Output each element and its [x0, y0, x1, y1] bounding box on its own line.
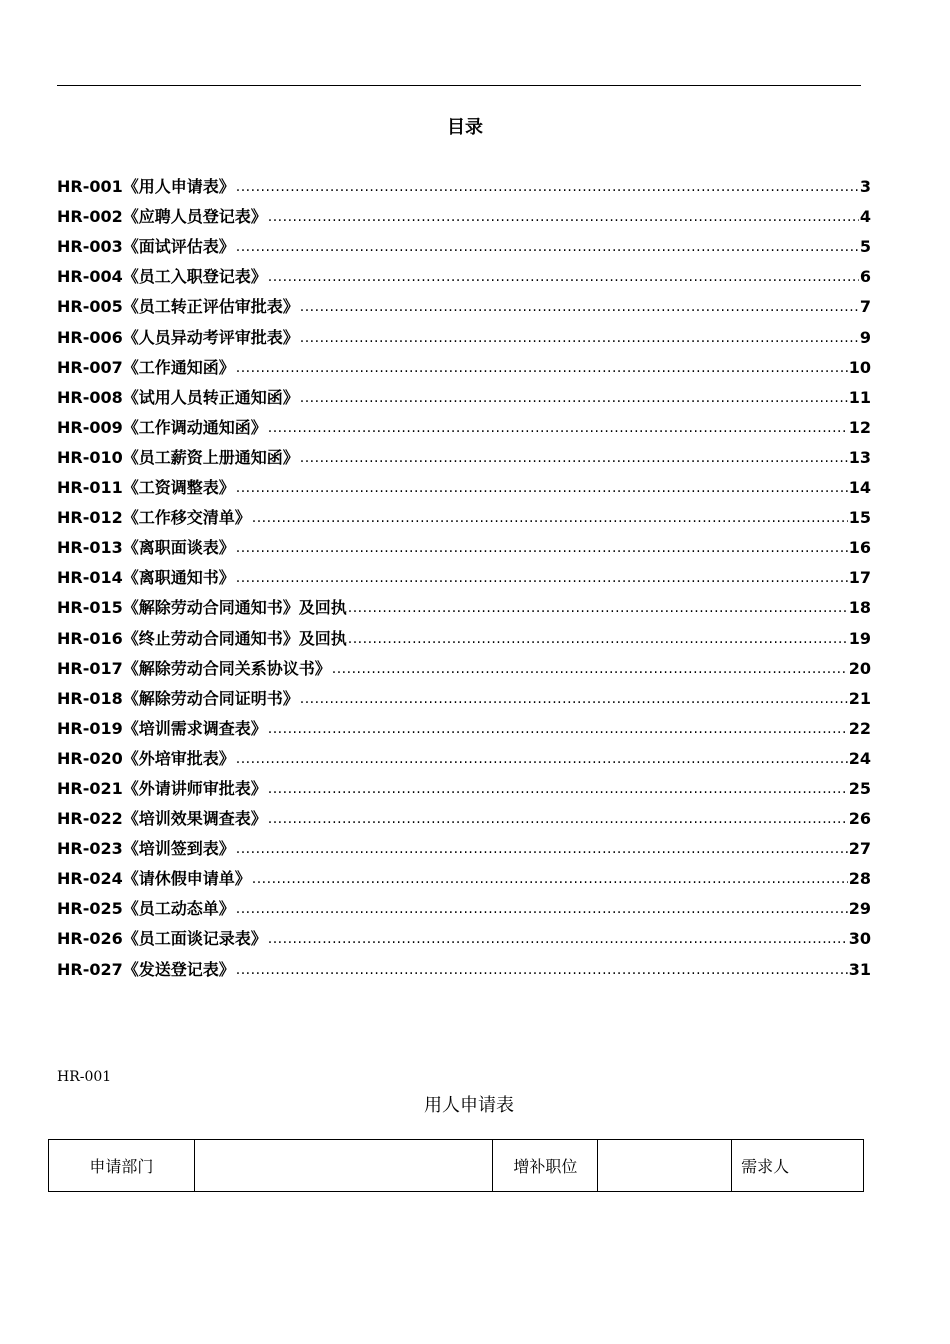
- toc-dot-leader: [236, 533, 848, 563]
- toc-entry-label: HR-023《培训签到表》: [57, 839, 235, 859]
- position-field[interactable]: [598, 1140, 732, 1192]
- toc-dot-leader: [348, 624, 848, 654]
- toc-entry-page: 25: [848, 778, 871, 798]
- toc-entry[interactable]: [57, 593, 871, 623]
- toc-entry-label: HR-007《工作通知函》: [57, 357, 235, 377]
- application-form-table: [48, 1139, 864, 1192]
- toc-entry[interactable]: [57, 744, 871, 774]
- toc-entry-page: 30: [848, 929, 871, 949]
- toc-title: 目录: [447, 117, 483, 138]
- toc-entry-page: 5: [859, 237, 871, 257]
- toc-entry-label: HR-018《解除劳动合同证明书》: [57, 688, 299, 708]
- toc-dot-leader: [268, 804, 848, 834]
- department-field[interactable]: [194, 1140, 493, 1192]
- toc-entry-page: 28: [848, 869, 871, 889]
- toc-entry-page: 18: [848, 598, 871, 618]
- toc-entry-page: 16: [848, 538, 871, 558]
- toc-dot-leader: [236, 473, 848, 503]
- toc-entry-label: HR-025《员工动态单》: [57, 899, 235, 919]
- toc-entry-label: HR-001《用人申请表》: [57, 177, 235, 197]
- toc-entry[interactable]: [57, 804, 871, 834]
- toc-entry[interactable]: [57, 383, 871, 413]
- toc-entry[interactable]: [57, 232, 871, 262]
- toc-entry-page: 26: [848, 809, 871, 829]
- toc-entry-page: 12: [848, 417, 871, 437]
- requester-label: 需求人: [732, 1140, 864, 1192]
- table-row: [49, 1140, 864, 1192]
- toc-dot-leader: [236, 353, 848, 383]
- toc-entry-page: 24: [848, 748, 871, 768]
- toc-entry-page: 3: [859, 177, 871, 197]
- toc-entry-page: 20: [848, 658, 871, 678]
- toc-entry-label: HR-002《应聘人员登记表》: [57, 207, 267, 227]
- toc-entry-label: HR-020《外培审批表》: [57, 748, 235, 768]
- toc-dot-leader: [268, 262, 859, 292]
- toc-dot-leader: [348, 593, 848, 623]
- toc-entry[interactable]: [57, 623, 871, 653]
- toc-entry-label: HR-011《工资调整表》: [57, 478, 235, 498]
- toc-entry-label: HR-012《工作移交清单》: [57, 508, 251, 528]
- toc-entry-page: 15: [848, 508, 871, 528]
- toc-dot-leader: [252, 503, 848, 533]
- toc-dot-leader: [300, 292, 859, 322]
- toc-entry-page: 14: [848, 478, 871, 498]
- toc-entry-label: HR-005《员工转正评估审批表》: [57, 297, 299, 317]
- toc-dot-leader: [268, 202, 859, 232]
- toc-dot-leader: [236, 955, 848, 985]
- toc-entry-label: HR-027《发送登记表》: [57, 959, 235, 979]
- toc-entry-label: HR-009《工作调动通知函》: [57, 417, 267, 437]
- toc-entry-page: 13: [848, 447, 871, 467]
- toc-entry-page: 27: [848, 839, 871, 859]
- toc-entry-page: 11: [848, 387, 871, 407]
- toc-entry-label: HR-006《人员异动考评审批表》: [57, 327, 299, 347]
- toc-entry-label: HR-019《培训需求调查表》: [57, 718, 267, 738]
- toc-entry[interactable]: [57, 443, 871, 473]
- toc-entry-page: 29: [848, 899, 871, 919]
- toc-dot-leader: [236, 744, 848, 774]
- toc-entry-page: 31: [848, 959, 871, 979]
- toc-entry-label: HR-004《员工入职登记表》: [57, 267, 267, 287]
- table-of-contents: [57, 172, 871, 985]
- toc-entry-label: HR-017《解除劳动合同关系协议书》: [57, 658, 331, 678]
- toc-entry[interactable]: [57, 834, 871, 864]
- toc-dot-leader: [268, 774, 848, 804]
- toc-entry-label: HR-015《解除劳动合同通知书》及回执: [57, 598, 347, 618]
- toc-entry[interactable]: [57, 353, 871, 383]
- toc-entry[interactable]: [57, 503, 871, 533]
- toc-entry[interactable]: [57, 654, 871, 684]
- toc-entry-label: HR-010《员工薪资上册通知函》: [57, 447, 299, 467]
- toc-dot-leader: [300, 443, 848, 473]
- toc-entry-label: HR-016《终止劳动合同通知书》及回执: [57, 628, 347, 648]
- toc-entry[interactable]: [57, 202, 871, 232]
- toc-dot-leader: [236, 834, 848, 864]
- toc-entry[interactable]: [57, 864, 871, 894]
- toc-entry-page: 6: [859, 267, 871, 287]
- toc-dot-leader: [300, 383, 848, 413]
- toc-dot-leader: [268, 413, 848, 443]
- toc-dot-leader: [236, 232, 859, 262]
- toc-entry-page: 19: [848, 628, 871, 648]
- toc-entry-label: HR-024《请休假申请单》: [57, 869, 251, 889]
- toc-entry[interactable]: [57, 322, 871, 352]
- toc-entry-label: HR-003《面试评估表》: [57, 237, 235, 257]
- toc-entry-page: 4: [859, 207, 871, 227]
- toc-dot-leader: [300, 684, 848, 714]
- toc-entry-label: HR-008《试用人员转正通知函》: [57, 387, 299, 407]
- toc-dot-leader: [300, 323, 859, 353]
- toc-dot-leader: [236, 172, 859, 202]
- toc-entry[interactable]: [57, 262, 871, 292]
- toc-entry-page: 22: [848, 718, 871, 738]
- toc-entry-label: HR-026《员工面谈记录表》: [57, 929, 267, 949]
- toc-entry[interactable]: [57, 172, 871, 202]
- toc-entry[interactable]: [57, 563, 871, 593]
- toc-entry[interactable]: [57, 924, 871, 954]
- toc-entry[interactable]: [57, 894, 871, 924]
- header-rule: [57, 85, 861, 86]
- toc-entry-page: 9: [859, 327, 871, 347]
- toc-entry[interactable]: [57, 954, 871, 984]
- toc-entry-label: HR-021《外请讲师审批表》: [57, 778, 267, 798]
- toc-dot-leader: [332, 654, 848, 684]
- toc-entry-page: 21: [848, 688, 871, 708]
- toc-dot-leader: [268, 714, 848, 744]
- toc-dot-leader: [252, 864, 848, 894]
- toc-entry[interactable]: [57, 714, 871, 744]
- toc-entry[interactable]: [57, 774, 871, 804]
- toc-entry[interactable]: [57, 473, 871, 503]
- position-label: 增补职位: [493, 1140, 598, 1192]
- toc-entry[interactable]: [57, 292, 871, 322]
- department-label: 申请部门: [49, 1140, 195, 1192]
- form-code: HR-001: [57, 1069, 112, 1085]
- toc-entry-label: HR-014《离职通知书》: [57, 568, 235, 588]
- toc-dot-leader: [236, 894, 848, 924]
- toc-entry-page: 10: [848, 357, 871, 377]
- toc-entry[interactable]: [57, 684, 871, 714]
- toc-dot-leader: [236, 563, 848, 593]
- toc-entry-page: 17: [848, 568, 871, 588]
- toc-entry-label: HR-022《培训效果调查表》: [57, 809, 267, 829]
- toc-dot-leader: [268, 924, 848, 954]
- form-title: 用人申请表: [424, 1095, 514, 1116]
- toc-entry-label: HR-013《离职面谈表》: [57, 538, 235, 558]
- toc-entry-page: 7: [859, 297, 871, 317]
- toc-entry[interactable]: [57, 533, 871, 563]
- toc-entry[interactable]: [57, 413, 871, 443]
